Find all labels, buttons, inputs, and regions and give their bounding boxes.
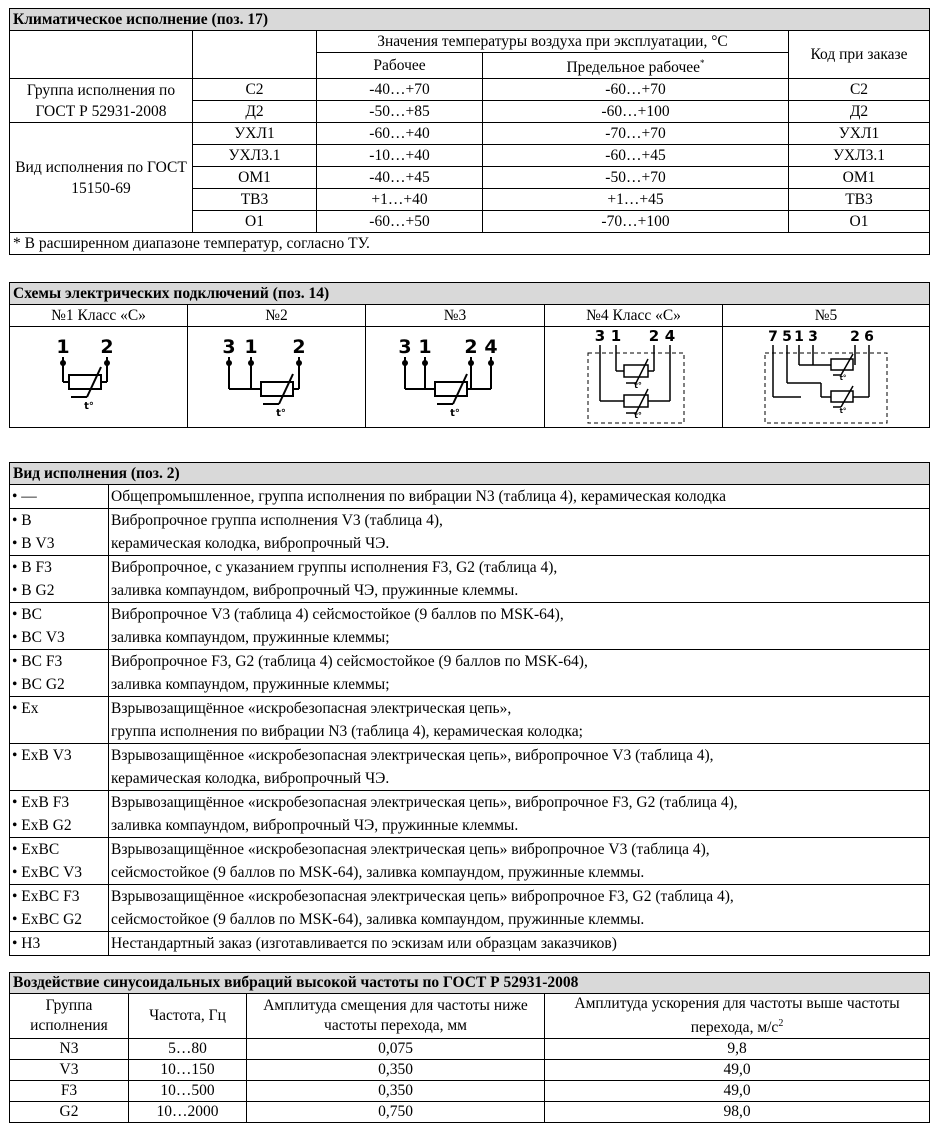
pin-label: 2 bbox=[291, 336, 306, 358]
vib-disp: 0,350 bbox=[247, 1081, 545, 1102]
limit-header: Предельное рабочее* bbox=[483, 53, 789, 79]
code-header: Код при заказе bbox=[789, 31, 930, 79]
row-limit: -70…+100 bbox=[483, 211, 789, 233]
climate-footnote: * В расширенном диапазоне температур, согласно ТУ. bbox=[10, 233, 930, 255]
table-row bbox=[10, 79, 930, 101]
table-row bbox=[10, 485, 930, 509]
table-row bbox=[10, 650, 930, 697]
row-name: О1 bbox=[193, 211, 317, 233]
row-name: ТВ3 bbox=[193, 189, 317, 211]
version-desc: Вибропрочное F3, G2 (таблица 4) сейсмостойкое (9 баллов по MSK-64), заливка компаундом, пружинные клеммы; bbox=[109, 650, 930, 697]
table-row bbox=[10, 1081, 930, 1102]
version-key: • ЕхВС • ЕхВС V3 bbox=[10, 838, 109, 885]
version-key: • ВС F3 • ВС G2 bbox=[10, 650, 109, 697]
row-name: С2 bbox=[193, 79, 317, 101]
version-key: • ЕхВС F3 • ЕхВС G2 bbox=[10, 885, 109, 932]
vib-freq: 10…500 bbox=[129, 1081, 247, 1102]
t-label: t° bbox=[633, 411, 642, 420]
climate-empty-header bbox=[10, 31, 193, 79]
climate-empty-header-2 bbox=[193, 31, 317, 79]
row-name: Д2 bbox=[193, 101, 317, 123]
version-key: • — bbox=[10, 485, 109, 509]
t-label: t° bbox=[83, 401, 94, 412]
row-working: -10…+40 bbox=[317, 145, 483, 167]
scheme-5-cell bbox=[723, 327, 930, 428]
vib-acc: 9,8 bbox=[545, 1039, 930, 1060]
table-row bbox=[10, 791, 930, 838]
version-desc: Взрывозащищённое «искробезопасная электрическая цепь», группа исполнения по вибрации N3 (таблица 4), керамическая колодка; bbox=[109, 697, 930, 744]
row-name: УХЛ1 bbox=[193, 123, 317, 145]
scheme-4-cell bbox=[545, 327, 723, 428]
vib-acc: 49,0 bbox=[545, 1060, 930, 1081]
row-code: Д2 bbox=[789, 101, 930, 123]
row-code: С2 bbox=[789, 79, 930, 101]
row-working: -40…+70 bbox=[317, 79, 483, 101]
t-label: t° bbox=[275, 408, 286, 419]
scheme-3-header: №3 bbox=[366, 305, 545, 327]
schemes-table bbox=[9, 282, 930, 428]
row-working: +1…+40 bbox=[317, 189, 483, 211]
scheme-3-cell bbox=[366, 327, 545, 428]
pin-label: 1 bbox=[610, 327, 621, 345]
row-working: -60…+50 bbox=[317, 211, 483, 233]
row-limit: +1…+45 bbox=[483, 189, 789, 211]
version-desc: Вибропрочное группа исполнения V3 (таблица 4), керамическая колодка, вибропрочный ЧЭ. bbox=[109, 509, 930, 556]
scheme-3-diagram bbox=[395, 327, 515, 427]
vib-disp: 0,350 bbox=[247, 1060, 545, 1081]
vib-group: G2 bbox=[10, 1102, 129, 1123]
vib-freq: 5…80 bbox=[129, 1039, 247, 1060]
version-desc: Нестандартный заказ (изготавливается по эскизам или образцам заказчиков) bbox=[109, 932, 930, 956]
pin-label: 5 bbox=[782, 329, 792, 345]
pin-label: 2 bbox=[99, 336, 114, 358]
t-label: t° bbox=[450, 408, 460, 419]
scheme-2-header: №2 bbox=[188, 305, 366, 327]
vib-group: V3 bbox=[10, 1060, 129, 1081]
version-gost-label: Вид исполнения по ГОСТ 15150-69 bbox=[10, 123, 193, 233]
table-row bbox=[10, 603, 930, 650]
table-row bbox=[10, 509, 930, 556]
vib-disp: 0,750 bbox=[247, 1102, 545, 1123]
row-working: -60…+40 bbox=[317, 123, 483, 145]
version-title: Вид исполнения (поз. 2) bbox=[10, 463, 930, 485]
table-row bbox=[10, 1102, 930, 1123]
pin-label: 4 bbox=[664, 327, 675, 345]
row-limit: -50…+70 bbox=[483, 167, 789, 189]
amp-disp-header: Амплитуда смещения для частоты ниже частоты перехода, мм bbox=[247, 994, 545, 1039]
table-row bbox=[10, 932, 930, 956]
row-limit: -60…+70 bbox=[483, 79, 789, 101]
pin-label: 1 bbox=[418, 336, 432, 358]
scheme-4-diagram bbox=[574, 327, 694, 427]
table-row bbox=[10, 697, 930, 744]
table-row bbox=[10, 1039, 930, 1060]
table-row bbox=[10, 838, 930, 885]
version-key: • ЕхВ V3 bbox=[10, 744, 109, 791]
pin-label: 1 bbox=[243, 336, 258, 358]
t-label: t° bbox=[839, 374, 847, 382]
scheme-1-diagram bbox=[39, 327, 159, 427]
climate-title: Климатическое исполнение (поз. 17) bbox=[10, 9, 930, 31]
version-desc: Общепромышленное, группа исполнения по вибрации N3 (таблица 4), керамическая колодка bbox=[109, 485, 930, 509]
pin-label: 3 bbox=[808, 329, 818, 345]
scheme-5-header: №5 bbox=[723, 305, 930, 327]
pin-label: 4 bbox=[484, 336, 498, 358]
table-row bbox=[10, 1060, 930, 1081]
row-name: ОМ1 bbox=[193, 167, 317, 189]
table-row bbox=[10, 885, 930, 932]
row-code: УХЛ1 bbox=[789, 123, 930, 145]
table-row bbox=[10, 556, 930, 603]
version-table bbox=[9, 462, 930, 956]
pin-label: 1 bbox=[794, 329, 804, 345]
version-desc: Вибропрочное V3 (таблица 4) сейсмостойкое (9 баллов по MSK-64), заливка компаундом, пружинные клеммы; bbox=[109, 603, 930, 650]
row-code: ОМ1 bbox=[789, 167, 930, 189]
row-code: ТВ3 bbox=[789, 189, 930, 211]
row-limit: -60…+45 bbox=[483, 145, 789, 167]
table-row bbox=[10, 123, 930, 145]
version-key: • Ех bbox=[10, 697, 109, 744]
climate-table bbox=[9, 8, 930, 255]
vib-acc: 49,0 bbox=[545, 1081, 930, 1102]
pin-label: 2 bbox=[850, 329, 860, 345]
version-key: • ЕхВ F3 • ЕхВ G2 bbox=[10, 791, 109, 838]
vib-freq: 10…2000 bbox=[129, 1102, 247, 1123]
t-label: t° bbox=[839, 407, 847, 415]
scheme-1-header: №1 Класс «С» bbox=[10, 305, 188, 327]
temp-header: Значения температуры воздуха при эксплуатации, °С bbox=[317, 31, 789, 53]
scheme-2-diagram bbox=[217, 327, 337, 427]
vib-group: F3 bbox=[10, 1081, 129, 1102]
scheme-1-cell bbox=[10, 327, 188, 428]
scheme-2-cell bbox=[188, 327, 366, 428]
row-limit: -70…+70 bbox=[483, 123, 789, 145]
row-name: УХЛ3.1 bbox=[193, 145, 317, 167]
table-row bbox=[10, 744, 930, 791]
version-key: • Н3 bbox=[10, 932, 109, 956]
amp-acc-header: Амплитуда ускорения для частоты выше частоты перехода, $м/с^2$ bbox=[545, 994, 930, 1039]
pin-label: 1 bbox=[55, 336, 70, 358]
row-code: УХЛ3.1 bbox=[789, 145, 930, 167]
vib-freq: 10…150 bbox=[129, 1060, 247, 1081]
version-desc: Взрывозащищённое «искробезопасная электрическая цепь» вибропрочное V3 (таблица 4), сейсмостойкое (9 баллов по MSK-64), заливка компаундом, пружинные клеммы. bbox=[109, 838, 930, 885]
row-working: -50…+85 bbox=[317, 101, 483, 123]
pin-label: 7 bbox=[768, 329, 778, 345]
freq-header: Частота, Гц bbox=[129, 994, 247, 1039]
scheme-4-header: №4 Класс «С» bbox=[545, 305, 723, 327]
pin-label: 2 bbox=[464, 336, 478, 358]
vibration-title: Воздействие синусоидальных вибраций высокой частоты по ГОСТ Р 52931-2008 bbox=[10, 973, 930, 994]
version-desc: Вибропрочное, с указанием группы исполнения F3, G2 (таблица 4), заливка компаундом, вибропрочный ЧЭ, пружинные клеммы. bbox=[109, 556, 930, 603]
version-key: • В • В V3 bbox=[10, 509, 109, 556]
group-gost-label: Группа исполнения по ГОСТ Р 52931-2008 bbox=[10, 79, 193, 123]
vibration-table bbox=[9, 972, 930, 1123]
pin-label: 3 bbox=[594, 327, 605, 345]
vib-group: N3 bbox=[10, 1039, 129, 1060]
scheme-5-diagram bbox=[761, 327, 891, 427]
version-desc: Взрывозащищённое «искробезопасная электрическая цепь», вибропрочное F3, G2 (таблица 4), заливка компаундом, вибропрочный ЧЭ, пружинные клеммы. bbox=[109, 791, 930, 838]
pin-label: 3 bbox=[398, 336, 412, 358]
vib-disp: 0,075 bbox=[247, 1039, 545, 1060]
schemes-title: Схемы электрических подключений (поз. 14) bbox=[10, 283, 930, 305]
pin-label: 3 bbox=[221, 336, 236, 358]
working-header: Рабочее bbox=[317, 53, 483, 79]
version-key: • В F3 • В G2 bbox=[10, 556, 109, 603]
group-header: Группа исполнения bbox=[10, 994, 129, 1039]
version-desc: Взрывозащищённое «искробезопасная электрическая цепь» вибропрочное F3, G2 (таблица 4), сейсмостойкое (9 баллов по MSK-64), заливка компаундом, пружинные клеммы. bbox=[109, 885, 930, 932]
version-desc: Взрывозащищённое «искробезопасная электрическая цепь», вибропрочное V3 (таблица 4), керамическая колодка, вибропрочный ЧЭ. bbox=[109, 744, 930, 791]
row-limit: -60…+100 bbox=[483, 101, 789, 123]
pin-label: 6 bbox=[864, 329, 874, 345]
t-label: t° bbox=[633, 381, 642, 390]
row-working: -40…+45 bbox=[317, 167, 483, 189]
row-code: О1 bbox=[789, 211, 930, 233]
vib-acc: 98,0 bbox=[545, 1102, 930, 1123]
pin-label: 2 bbox=[648, 327, 659, 345]
version-key: • ВС • ВС V3 bbox=[10, 603, 109, 650]
